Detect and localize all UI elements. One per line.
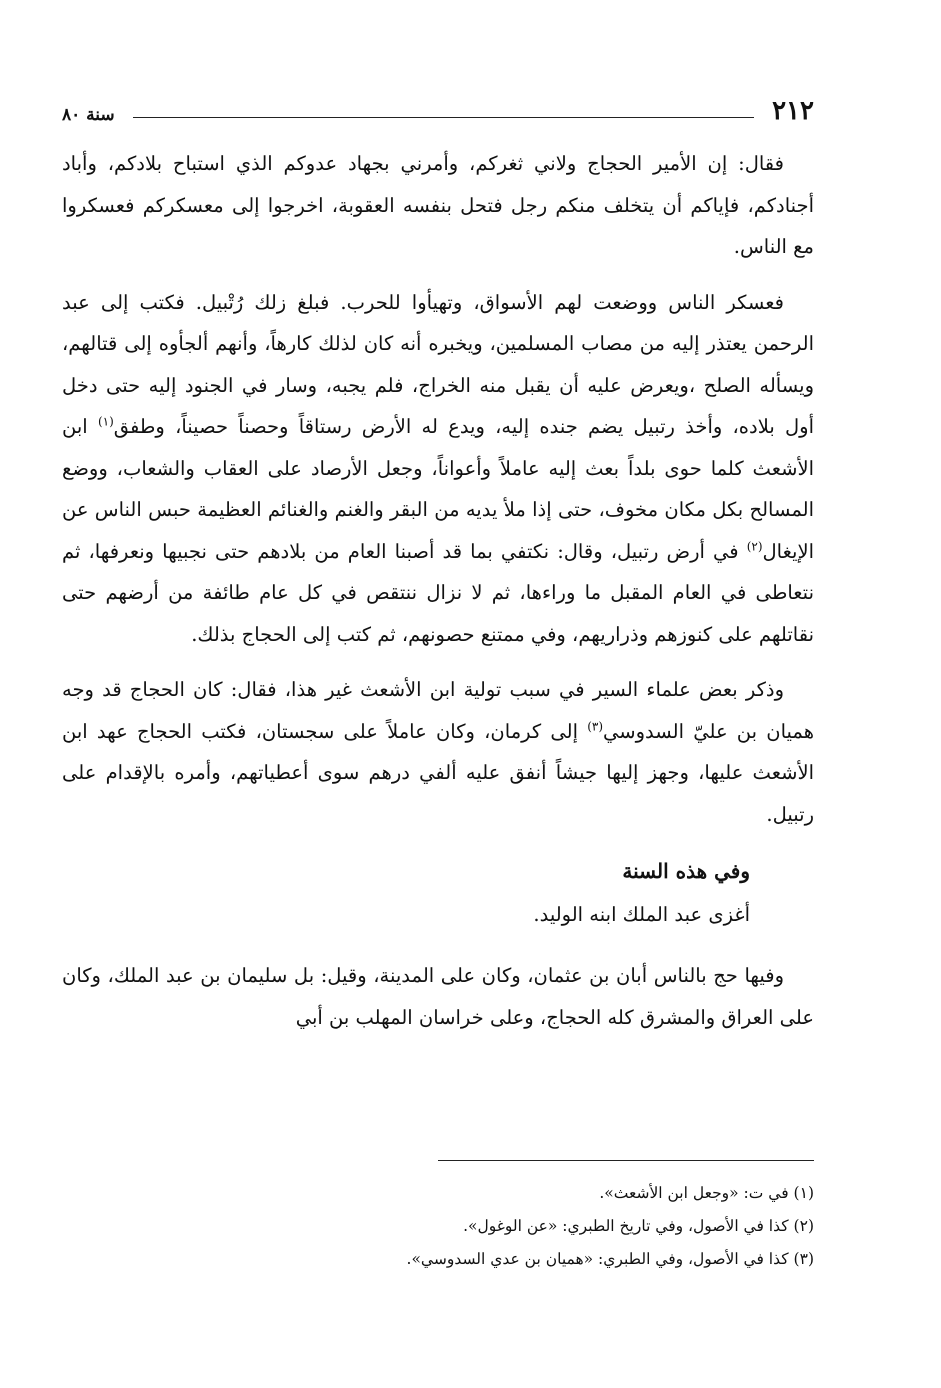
paragraph-2 (62, 282, 814, 656)
paragraph-4: أغزى عبد الملك ابنه الوليد. (533, 903, 750, 926)
main-text (62, 143, 814, 1052)
footnotes (62, 1180, 814, 1279)
paragraph-3 (62, 669, 814, 835)
paragraph-3-part-b: إلى كرمان، وكان عاملاً على سجستان، فكتب الحجاج عهد ابن الأشعث عليها، وجهز إليها جيشاً أنفق عليه ألفي درهم سوى أعطياتهم، وأمره بالإقدام على رتبيل. (62, 719, 814, 826)
footnote-3: (٣) كذا في الأصول، وفي الطبري: «هميان بن عدي السدوسي». (406, 1250, 814, 1268)
footnote-separator (438, 1160, 814, 1161)
footnote-ref-3[interactable]: (٣) (587, 719, 604, 733)
page-number: ٢١٢ (772, 96, 814, 126)
paragraph-5: وفيها حج بالناس أبان بن عثمان، وكان على المدينة، وقيل: بل سليمان بن عبد الملك، وكان على العراق والمشرق كله الحجاج، وعلى خراسان المهلب بن أبي (62, 964, 814, 1029)
paragraph-3-part-a: وذكر بعض علماء السير في سبب تولية ابن الأشعث غير هذا، فقال: كان الحجاج قد وجه هميان بن عليّ السدوسي (62, 678, 814, 743)
running-header (62, 82, 814, 126)
paragraph-2-part-b: ابن الأشعث كلما حوى بلداً بعث إليه عاملاً وأعواناً، وجعل الأرصاد على العقاب والشعاب، ووضع المسالح بكل مكان مخوف، حتى إذا ملأ يديه من البقر والغنم والغنائم العظيمة حبس الناس عن الإيغال (62, 415, 814, 563)
section-heading: وفي هذه السنة (622, 859, 750, 883)
paragraph-1: فقال: إن الأمير الحجاج ولاني ثغركم، وأمرني بجهاد عدوكم الذي استباح بلادكم، وأباد أجنادكم، فإياكم أن يتخلف منكم رجل فتحل بنفسه العقوبة، اخرجوا إلى معسكركم فعسكروا مع الناس. (62, 152, 814, 258)
paragraph-2-part-a: فعسكر الناس ووضعت لهم الأسواق، وتهيأوا للحرب. فبلغ زلك رُتْبيل. فكتب إلى عبد الرحمن يعتذر إليه من مصاب المسلمين، ويخبره أنه كان لذلك كارهاً، وأنهم ألجأوه إلى قتالهم، ويسأله الصلح ،ويعرض عليه أن يقبل منه الخراج، فلم يجبه، وسار في الجنود إليه حتى دخل أول بلاده، وأخذ رتبيل يضم جنده إليه، ويدع له الأرض رستاقاً وحصناً حصيناً، وطفق (62, 290, 815, 438)
footnote-ref-1[interactable]: (١) (97, 414, 114, 429)
year-label: سنة ٨٠ (62, 105, 115, 125)
footnote-2: (٢) كذا في الأصول، وفي تاريخ الطبري: «عن الوغول». (463, 1217, 814, 1235)
footnote-ref-2[interactable]: (٢) (746, 539, 763, 553)
header-rule (133, 117, 754, 118)
footnote-1: (١) في ت: «وجعل ابن الأشعث». (599, 1184, 814, 1202)
paragraph-2-part-c: في أرض رتبيل، وقال: نكتفي بما قد أصبنا العام من بلادهم حتى نجبيها ونعرفها، ثم نتعاطى في العام المقبل ما وراءها، ثم لا نزال ننتقص في كل عام طائفة من أرضهم حتى نقاتلهم على كنوزهم وذراريهم، وفي ممتنع حصونهم، ثم كتب إلى الحجاج بذلك. (62, 539, 814, 646)
